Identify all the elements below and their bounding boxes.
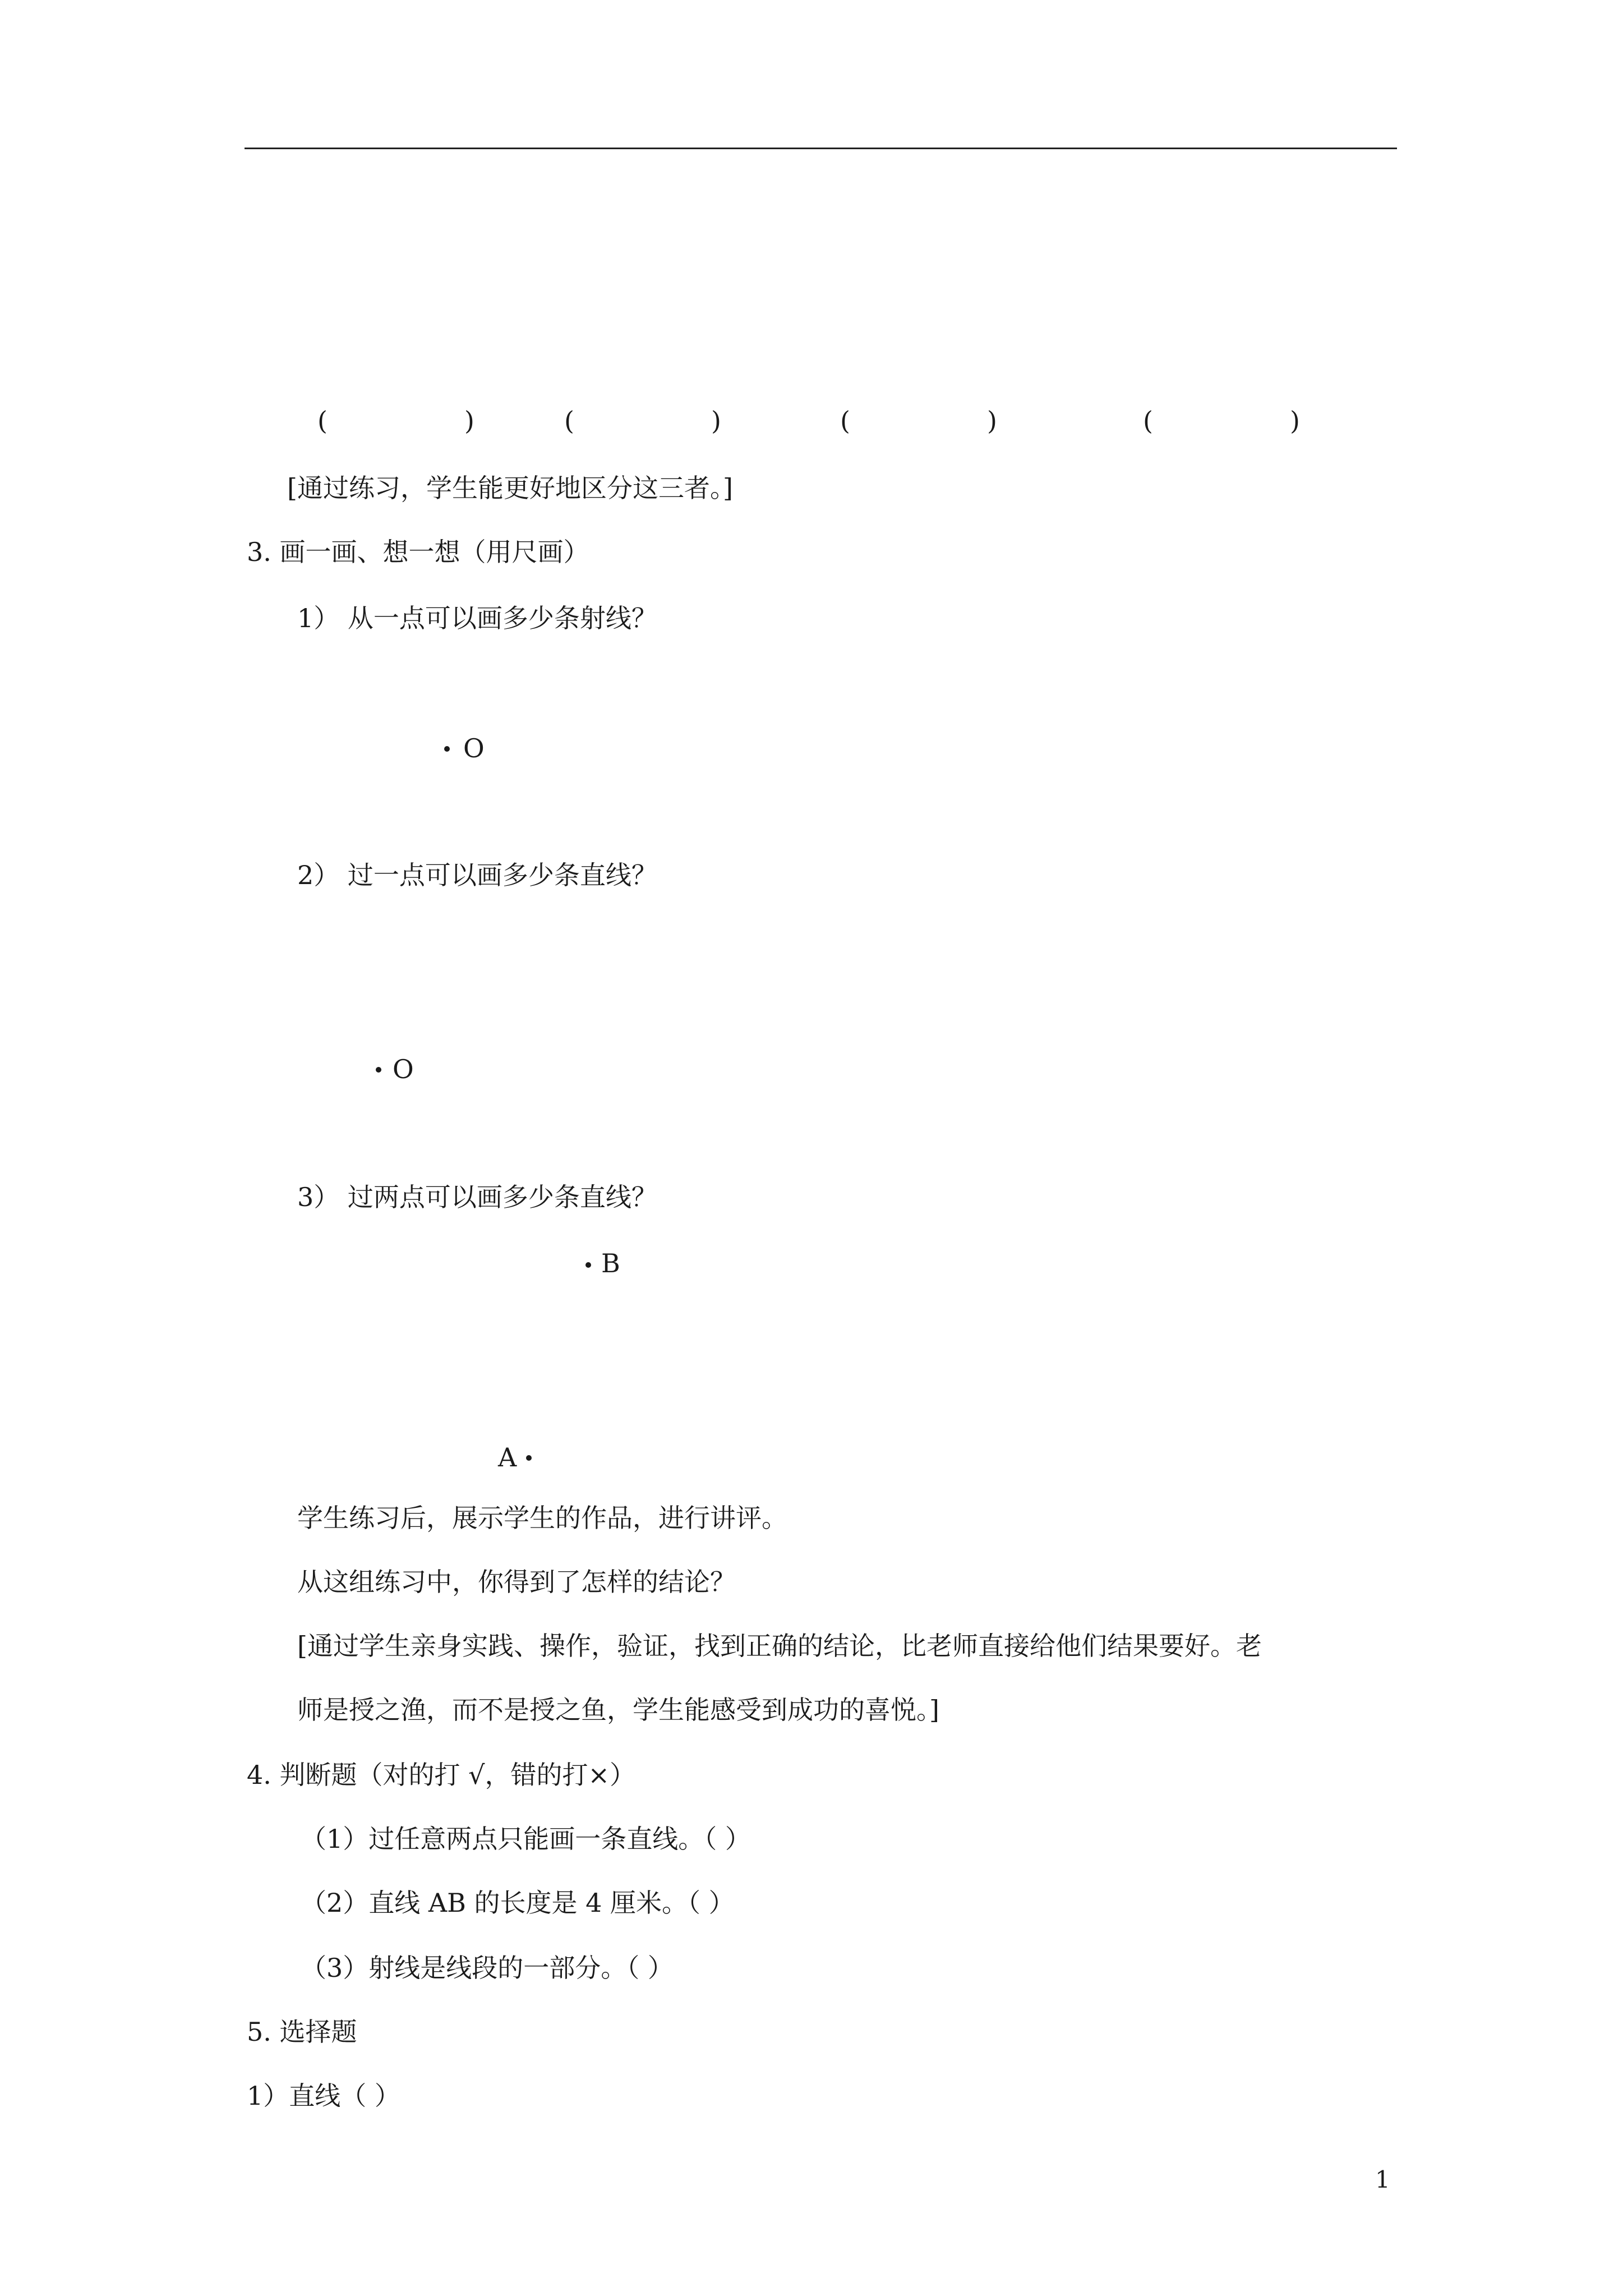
question-3-sub-3: 3） 过两点可以画多少条直线？ xyxy=(297,1182,657,1212)
note-practice-line-1: [通过学生亲身实践、操作，验证，找到正确的结论，比老师直接给他们结果要好。老 xyxy=(297,1631,1262,1661)
blank-paren-open: ( xyxy=(317,406,328,436)
header-rule xyxy=(245,148,1397,149)
point-o1-dot xyxy=(444,746,450,752)
blank-paren-open: ( xyxy=(840,406,850,436)
blank-paren-close: ) xyxy=(464,406,474,436)
blank-paren-close: ) xyxy=(987,406,997,436)
page-number: 1 xyxy=(1375,2166,1390,2193)
question-4-item-1: （1）过任意两点只能画一条直线。（ ） xyxy=(301,1824,751,1854)
conclusion-question: 从这组练习中，你得到了怎样的结论？ xyxy=(297,1567,736,1597)
question-3-sub-2: 2） 过一点可以画多少条直线？ xyxy=(297,860,657,890)
point-o1-label: O xyxy=(463,733,485,763)
note-practice-line-2: 师是授之渔，而不是授之鱼，学生能感受到成功的喜悦。] xyxy=(297,1695,939,1725)
question-4-title: 4. 判断题（对的打 √，错的打×） xyxy=(247,1760,635,1790)
point-o2-dot xyxy=(376,1067,381,1073)
blank-paren-close: ) xyxy=(1290,406,1300,436)
question-3-sub-1: 1） 从一点可以画多少条射线？ xyxy=(297,603,657,633)
point-b-label: B xyxy=(601,1248,620,1278)
point-o2-label: O xyxy=(393,1054,414,1084)
blank-paren-open: ( xyxy=(1143,406,1153,436)
question-4-item-2: （2）直线 AB 的长度是 4 厘米。（ ） xyxy=(301,1888,735,1918)
question-4-item-3: （3）射线是线段的一部分。（ ） xyxy=(301,1953,674,1983)
blank-paren-close: ) xyxy=(711,406,721,436)
blank-paren-open: ( xyxy=(564,406,574,436)
point-b-dot xyxy=(585,1262,591,1268)
point-a-dot xyxy=(526,1455,532,1461)
point-a-label: A xyxy=(498,1442,517,1473)
question-5-title: 5. 选择题 xyxy=(247,2017,357,2047)
note-distinguish: [通过练习，学生能更好地区分这三者。] xyxy=(287,473,733,503)
question-5-item-1: 1）直线（ ） xyxy=(247,2081,400,2111)
after-practice-text: 学生练习后，展示学生的作品，进行讲评。 xyxy=(297,1503,787,1533)
question-3-title: 3. 画一画、想一想（用尺画） xyxy=(247,537,589,567)
